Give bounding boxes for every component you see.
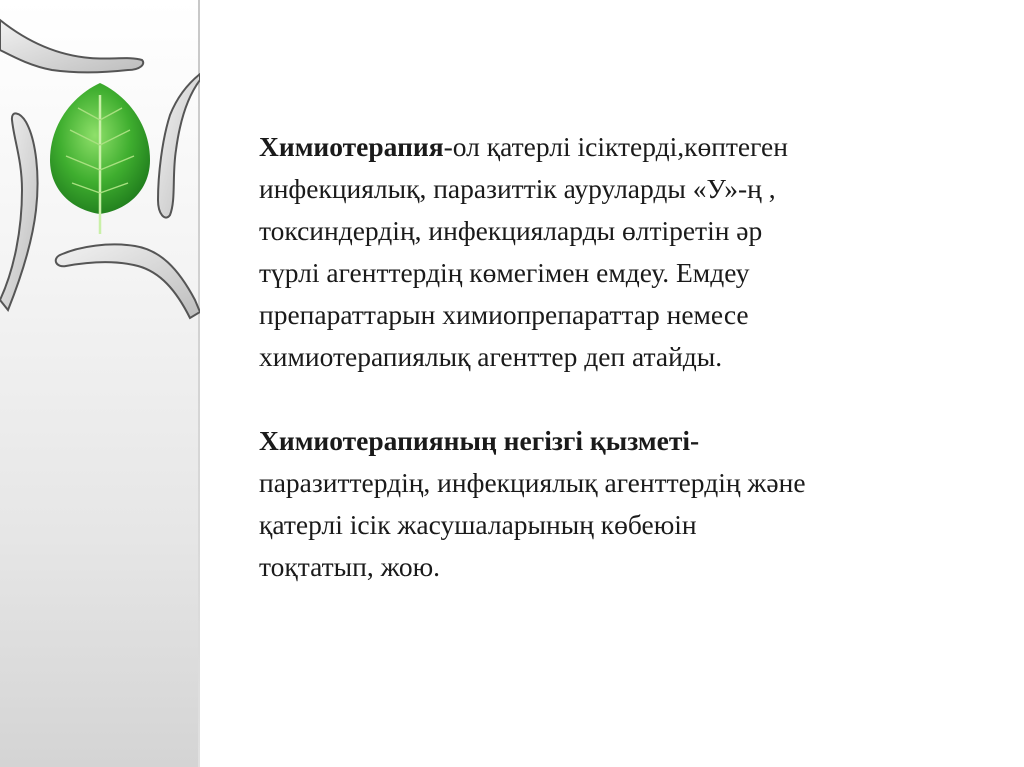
definition-line: инфекциялық, паразиттік ауруларды «У»-ң , xyxy=(259,173,776,204)
hands-leaf-icon xyxy=(0,0,200,330)
definition-line: токсиндердің, инфекцияларды өлтіретін әр xyxy=(259,215,763,246)
definition-line: препараттарын химиопрепараттар немесе xyxy=(259,299,749,330)
function-paragraph xyxy=(259,420,959,588)
definition-paragraph xyxy=(259,126,959,378)
term-heading: Химиотерапия xyxy=(259,131,444,162)
function-line: тоқтатып, жою. xyxy=(259,551,441,582)
slide-body xyxy=(259,126,959,588)
definition-line: химиотерапиялық агенттер деп атайды. xyxy=(259,341,723,372)
function-line: қатерлі ісік жасушаларының көбеюін xyxy=(259,509,697,540)
function-line: паразиттердің, инфекциялық агенттердің және xyxy=(259,467,806,498)
definition-line: -ол қатерлі ісіктерді,көптеген xyxy=(443,131,788,162)
bottom-hand-shape xyxy=(56,244,200,318)
top-hand-shape xyxy=(0,20,143,72)
function-heading: Химиотерапияның негізгі қызметі- xyxy=(259,425,700,456)
definition-line: түрлі агенттердің көмегімен емдеу. Емдеу xyxy=(259,257,750,288)
left-hand-shape xyxy=(0,113,38,310)
right-hand-shape xyxy=(158,74,200,218)
